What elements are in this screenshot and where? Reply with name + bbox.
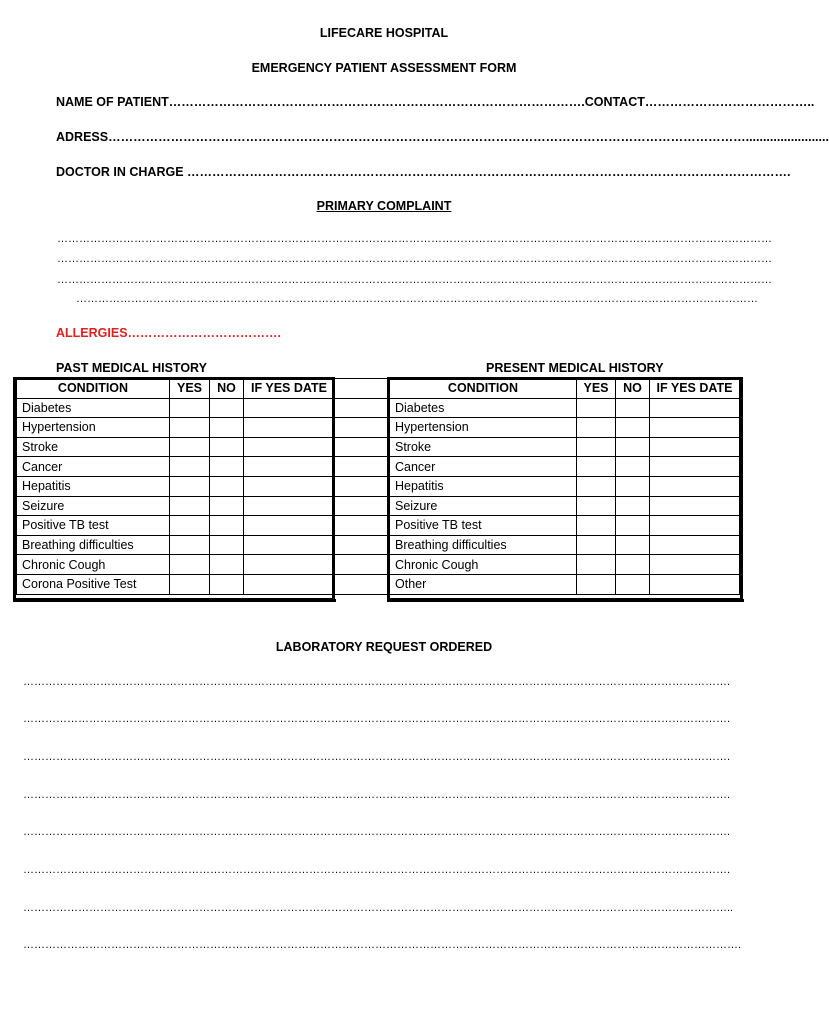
no-checkbox-cell[interactable] (616, 516, 650, 536)
spacer-row (335, 379, 388, 399)
yes-checkbox-cell[interactable] (170, 574, 210, 594)
date-input-cell[interactable] (650, 574, 740, 594)
date-input-cell[interactable] (650, 437, 740, 457)
no-checkbox-cell[interactable] (210, 398, 244, 418)
condition-cell: Hepatitis (390, 476, 577, 496)
no-checkbox-cell[interactable] (616, 535, 650, 555)
date-input-cell[interactable] (650, 535, 740, 555)
no-checkbox-cell[interactable] (210, 535, 244, 555)
spacer-row (335, 555, 388, 575)
table-row (17, 496, 335, 516)
column-header: CONDITION (17, 379, 170, 399)
no-checkbox-cell[interactable] (210, 555, 244, 575)
no-checkbox-cell[interactable] (210, 496, 244, 516)
complaint-line[interactable]: …………………………………………………………………………………………………………………………………………………………………… (76, 293, 758, 305)
spacer-row (335, 574, 388, 594)
table-header-row (390, 379, 740, 399)
table-header-row (17, 379, 335, 399)
yes-checkbox-cell[interactable] (577, 496, 616, 516)
complaint-line[interactable]: …………………………………………………………………………………………………………………………………………………………………………… (57, 233, 772, 245)
table-row (17, 555, 335, 575)
lab-request-line[interactable]: …………………………………………………………………………………………………………………………………………………………………………. (23, 826, 731, 838)
yes-checkbox-cell[interactable] (170, 418, 210, 438)
lab-request-line[interactable]: …………………………………………………………………………………………………………………………………………………………………………. (23, 676, 731, 688)
column-header: CONDITION (390, 379, 577, 399)
date-input-cell[interactable] (244, 535, 335, 555)
no-checkbox-cell[interactable] (210, 457, 244, 477)
lab-request-line[interactable]: ………………………………………………………………………………………………………………………………………………………………………….. (23, 902, 734, 914)
no-checkbox-cell[interactable] (210, 437, 244, 457)
date-input-cell[interactable] (650, 418, 740, 438)
column-header: IF YES DATE (650, 379, 740, 399)
condition-cell: Other (390, 574, 577, 594)
spacer-column (334, 378, 388, 595)
lab-request-line[interactable]: …………………………………………………………………………………………………………………………………………………………………………. (23, 713, 731, 725)
condition-cell: Stroke (390, 437, 577, 457)
table-row (17, 535, 335, 555)
table-row (390, 535, 740, 555)
condition-cell: Hepatitis (17, 476, 170, 496)
spacer-cell (335, 535, 388, 555)
table-row (390, 457, 740, 477)
date-input-cell[interactable] (650, 516, 740, 536)
yes-checkbox-cell[interactable] (577, 555, 616, 575)
present-history-table (389, 378, 740, 595)
no-checkbox-cell[interactable] (616, 398, 650, 418)
condition-cell: Cancer (17, 457, 170, 477)
allergies-field[interactable]: ALLERGIES………………………………. (56, 326, 282, 340)
spacer-row (335, 457, 388, 477)
table-row (390, 516, 740, 536)
yes-checkbox-cell[interactable] (170, 516, 210, 536)
spacer-row (335, 437, 388, 457)
spacer-row (335, 418, 388, 438)
table-row (390, 496, 740, 516)
condition-cell: Diabetes (17, 398, 170, 418)
patient-contact-field[interactable]: NAME OF PATIENT……………………………………………………………………………………….CONTACT………………………………….. (56, 95, 815, 109)
date-input-cell[interactable] (650, 457, 740, 477)
yes-checkbox-cell[interactable] (170, 535, 210, 555)
spacer-row (335, 496, 388, 516)
address-field[interactable]: ADRESS………………………………………………………………………………………………………………………………………........................ (56, 130, 829, 144)
spacer-row (335, 398, 388, 418)
condition-cell: Diabetes (390, 398, 577, 418)
table-bottom-rule (13, 599, 336, 602)
table-row (17, 457, 335, 477)
date-input-cell[interactable] (650, 496, 740, 516)
column-header: YES (170, 379, 210, 399)
yes-checkbox-cell[interactable] (170, 555, 210, 575)
condition-cell: Positive TB test (390, 516, 577, 536)
column-header: IF YES DATE (244, 379, 335, 399)
yes-checkbox-cell[interactable] (577, 437, 616, 457)
column-header: YES (577, 379, 616, 399)
spacer-row (335, 516, 388, 536)
spacer-cell (335, 496, 388, 516)
spacer-row (335, 535, 388, 555)
spacer-cell (335, 437, 388, 457)
table-row (390, 574, 740, 594)
complaint-line[interactable]: …………………………………………………………………………………………………………………………………………………………………………… (57, 253, 772, 265)
yes-checkbox-cell[interactable] (577, 574, 616, 594)
no-checkbox-cell[interactable] (210, 574, 244, 594)
yes-checkbox-cell[interactable] (577, 535, 616, 555)
doctor-in-charge-field[interactable]: DOCTOR IN CHARGE ………………………………………………………………………………………………………………………………. (56, 165, 791, 179)
past-history-title: PAST MEDICAL HISTORY (56, 361, 207, 375)
lab-request-line[interactable]: ……………………………………………………………………………………………………………………………………………………………………………. (23, 939, 742, 951)
spacer-cell (335, 516, 388, 536)
column-header: NO (616, 379, 650, 399)
condition-cell: Hypertension (390, 418, 577, 438)
lab-request-line[interactable]: …………………………………………………………………………………………………………………………………………………………………………. (23, 789, 731, 801)
table-row (390, 437, 740, 457)
condition-cell: Seizure (390, 496, 577, 516)
table-row (390, 398, 740, 418)
condition-cell: Breathing difficulties (17, 535, 170, 555)
yes-checkbox-cell[interactable] (170, 398, 210, 418)
condition-cell: Chronic Cough (390, 555, 577, 575)
date-input-cell[interactable] (244, 398, 335, 418)
yes-checkbox-cell[interactable] (170, 457, 210, 477)
yes-checkbox-cell[interactable] (170, 437, 210, 457)
spacer-cell (335, 398, 388, 418)
condition-cell: Stroke (17, 437, 170, 457)
no-checkbox-cell[interactable] (210, 476, 244, 496)
no-checkbox-cell[interactable] (616, 555, 650, 575)
spacer-cell (335, 457, 388, 477)
yes-checkbox-cell[interactable] (577, 418, 616, 438)
hospital-name: LIFECARE HOSPITAL (319, 26, 449, 40)
table-row (17, 574, 335, 594)
table-row (17, 418, 335, 438)
date-input-cell[interactable] (244, 457, 335, 477)
table-bottom-rule (387, 599, 744, 602)
yes-checkbox-cell[interactable] (577, 398, 616, 418)
yes-checkbox-cell[interactable] (170, 496, 210, 516)
table-row (390, 476, 740, 496)
no-checkbox-cell[interactable] (616, 476, 650, 496)
no-checkbox-cell[interactable] (616, 496, 650, 516)
condition-cell: Breathing difficulties (390, 535, 577, 555)
table-row (17, 516, 335, 536)
condition-cell: Cancer (390, 457, 577, 477)
date-input-cell[interactable] (650, 555, 740, 575)
spacer-cell (335, 574, 388, 594)
date-input-cell[interactable] (244, 516, 335, 536)
spacer-cell (335, 476, 388, 496)
lab-request-line[interactable]: …………………………………………………………………………………………………………………………………………………………………………. (23, 864, 731, 876)
condition-cell: Seizure (17, 496, 170, 516)
laboratory-title: LABORATORY REQUEST ORDERED (275, 640, 493, 654)
spacer-row (335, 476, 388, 496)
date-input-cell[interactable] (650, 398, 740, 418)
column-header: NO (210, 379, 244, 399)
spacer-cell (335, 379, 388, 399)
yes-checkbox-cell[interactable] (577, 476, 616, 496)
no-checkbox-cell[interactable] (616, 574, 650, 594)
no-checkbox-cell[interactable] (210, 516, 244, 536)
form-title: EMERGENCY PATIENT ASSESSMENT FORM (251, 61, 517, 75)
spacer-cell (335, 555, 388, 575)
present-history-title: PRESENT MEDICAL HISTORY (486, 361, 664, 375)
past-history-table (16, 378, 335, 595)
no-checkbox-cell[interactable] (616, 418, 650, 438)
date-input-cell[interactable] (650, 476, 740, 496)
table-row (390, 418, 740, 438)
spacer-cell (335, 418, 388, 438)
yes-checkbox-cell[interactable] (170, 476, 210, 496)
no-checkbox-cell[interactable] (616, 437, 650, 457)
table-row (17, 398, 335, 418)
date-input-cell[interactable] (244, 437, 335, 457)
no-checkbox-cell[interactable] (210, 418, 244, 438)
condition-cell: Chronic Cough (17, 555, 170, 575)
yes-checkbox-cell[interactable] (577, 516, 616, 536)
date-input-cell[interactable] (244, 496, 335, 516)
table-row (17, 437, 335, 457)
complaint-line[interactable]: …………………………………………………………………………………………………………………………………………………………………………… (57, 274, 772, 286)
lab-request-line[interactable]: …………………………………………………………………………………………………………………………………………………………………………. (23, 751, 731, 763)
yes-checkbox-cell[interactable] (577, 457, 616, 477)
condition-cell: Positive TB test (17, 516, 170, 536)
condition-cell: Hypertension (17, 418, 170, 438)
date-input-cell[interactable] (244, 476, 335, 496)
primary-complaint-title: PRIMARY COMPLAINT (316, 199, 452, 213)
condition-cell: Corona Positive Test (17, 574, 170, 594)
date-input-cell[interactable] (244, 418, 335, 438)
table-row (17, 476, 335, 496)
no-checkbox-cell[interactable] (616, 457, 650, 477)
date-input-cell[interactable] (244, 555, 335, 575)
date-input-cell[interactable] (244, 574, 335, 594)
table-row (390, 555, 740, 575)
